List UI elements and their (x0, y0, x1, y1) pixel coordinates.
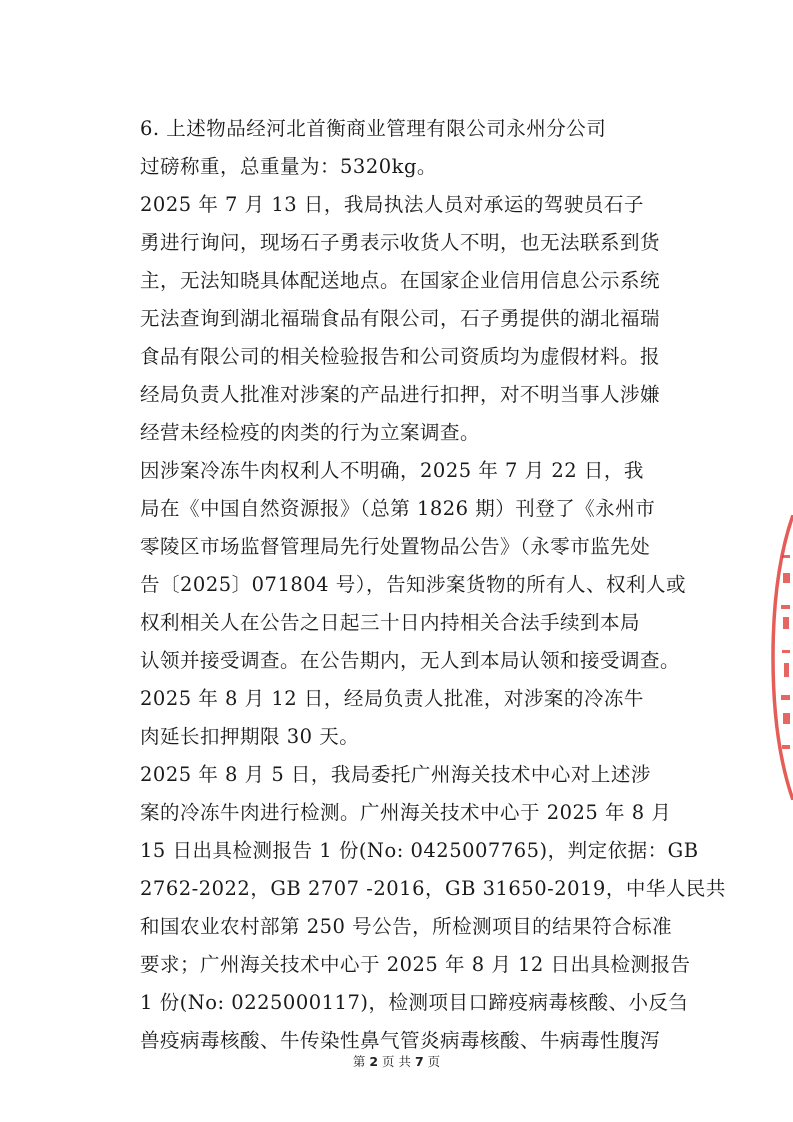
paragraph-4 (140, 680, 700, 756)
text-line: 要求；广州海关技术中心于 2025 年 8 月 12 日出具检测报告 (140, 953, 691, 976)
text-line: 零陵区市场监督管理局先行处置物品公告》（永零市监先处 (140, 535, 651, 558)
text-line: 2762-2022，GB 2707 -2016，GB 31650-2019，中华人民共 (140, 877, 726, 900)
text-line: 2025 年 8 月 12 日，经局负责人批准，对涉案的冷冻牛 (140, 687, 644, 710)
text-line: 告〔2025〕071804 号），告知涉案货物的所有人、权利人或 (140, 573, 687, 596)
footer-current-page: 2 (369, 1054, 379, 1069)
text-line: 2025 年 7 月 13 日，我局执法人员对承运的驾驶员石子 (140, 193, 644, 216)
paragraph-2 (140, 186, 700, 452)
text-line: 1 份(No: 0225000117)，检测项目口蹄疫病毒核酸、小反刍 (140, 991, 689, 1014)
text-line: 案的冷冻牛肉进行检测。广州海关技术中心于 2025 年 8 月 (140, 801, 672, 824)
page-footer (0, 1052, 793, 1070)
text-line: 食品有限公司的相关检验报告和公司资质均为虚假材料。报 (140, 345, 661, 368)
footer-prefix: 第 (352, 1054, 366, 1069)
text-line: 6. 上述物品经河北首衡商业管理有限公司永州分公司 (140, 117, 607, 140)
text-line: 过磅称重，总重量为：5320kg。 (140, 155, 437, 178)
text-line: 主，无法知晓具体配送地点。在国家企业信用信息公示系统 (140, 269, 661, 292)
paragraph-3 (140, 452, 700, 680)
footer-suffix: 页 (427, 1054, 441, 1069)
text-line: 经局负责人批准对涉案的产品进行扣押，对不明当事人涉嫌 (140, 383, 661, 406)
text-line: 无法查询到湖北福瑞食品有限公司，石子勇提供的湖北福瑞 (140, 307, 661, 330)
text-line: 经营未经检疫的肉类的行为立案调查。 (140, 421, 481, 444)
text-line: 2025 年 8 月 5 日，我局委托广州海关技术中心对上述涉 (140, 763, 651, 786)
text-line: 15 日出具检测报告 1 份(No: 0425007765)，判定依据：GB (140, 839, 699, 862)
text-line: 因涉案冷冻牛肉权利人不明确，2025 年 7 月 22 日，我 (140, 459, 644, 482)
text-line: 权利相关人在公告之日起三十日内持相关合法手续到本局 (140, 611, 641, 634)
footer-total-pages: 7 (414, 1054, 424, 1069)
text-line: 认领并接受调查。在公告期内，无人到本局认领和接受调查。 (140, 649, 681, 672)
text-line: 肉延长扣押期限 30 天。 (140, 725, 360, 748)
paragraph-1 (140, 110, 700, 186)
text-line: 局在《中国自然资源报》（总第 1826 期）刊登了《永州市 (140, 497, 656, 520)
paragraph-5 (140, 756, 726, 1060)
footer-middle: 页 共 (382, 1054, 411, 1069)
text-line: 兽疫病毒核酸、牛传染性鼻气管炎病毒核酸、牛病毒性腹泻 (140, 1029, 661, 1052)
text-line: 和国农业农村部第 250 号公告，所检测项目的结果符合标准 (140, 915, 673, 938)
seal-stamp-icon (771, 515, 793, 800)
text-line: 勇进行询问，现场石子勇表示收货人不明，也无法联系到货 (140, 231, 661, 254)
seal-stamp-edge (771, 515, 793, 800)
